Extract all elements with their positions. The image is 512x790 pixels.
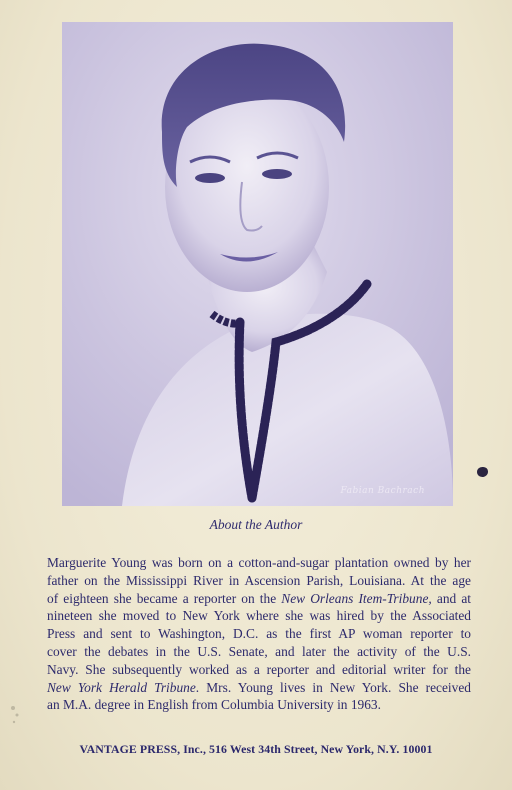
bio-line — [47, 643, 471, 661]
bio-text: Marguerite Young was born on a cotton-and-sugar plantation owned by her — [47, 555, 471, 570]
bio-text: cover the debates in the U.S. Senate, and later the activity of the U.S. — [47, 643, 471, 659]
bio-line — [47, 661, 471, 679]
bio-line — [47, 696, 471, 714]
bio-line — [47, 607, 471, 625]
bio-text: Navy. She subsequently worked as a reporter and editorial writer for the — [47, 661, 471, 677]
bio-text: an M.A. degree in English from Columbia University in 1963. — [47, 697, 381, 713]
publisher-imprint: VANTAGE PRESS, Inc., 516 West 34th Street, New York, N.Y. 10001 — [79, 742, 433, 756]
ink-blot — [477, 467, 488, 477]
bio-line — [47, 572, 471, 590]
bio-line — [47, 625, 471, 643]
bio-text: and at — [431, 590, 471, 606]
paper-blemish — [8, 702, 24, 728]
bio-line — [47, 554, 471, 572]
photographer-signature: Fabian Bachrach — [340, 486, 425, 496]
bio-text: . Mrs. Young lives in New York. She received — [195, 679, 471, 695]
newspaper-title: New York Herald Tribune — [47, 679, 196, 695]
newspaper-title: New Orleans Item-Tribune, — [281, 590, 432, 606]
author-portrait-illustration — [62, 22, 453, 506]
author-photo — [62, 22, 453, 506]
author-bio — [47, 554, 471, 714]
bio-text: nineteen she moved to New York where she was hired by the Associated — [47, 608, 471, 624]
section-caption: About the Author — [209, 517, 303, 532]
bio-line — [47, 590, 471, 608]
bio-text: father on the Mississippi River in Ascension Parish, Louisiana. At the age — [47, 572, 471, 588]
bio-text: of eighteen she became a reporter on the — [47, 590, 282, 606]
bio-line — [47, 679, 471, 697]
bio-text: Press and sent to Washington, D.C. as the first AP woman reporter to — [47, 626, 471, 642]
